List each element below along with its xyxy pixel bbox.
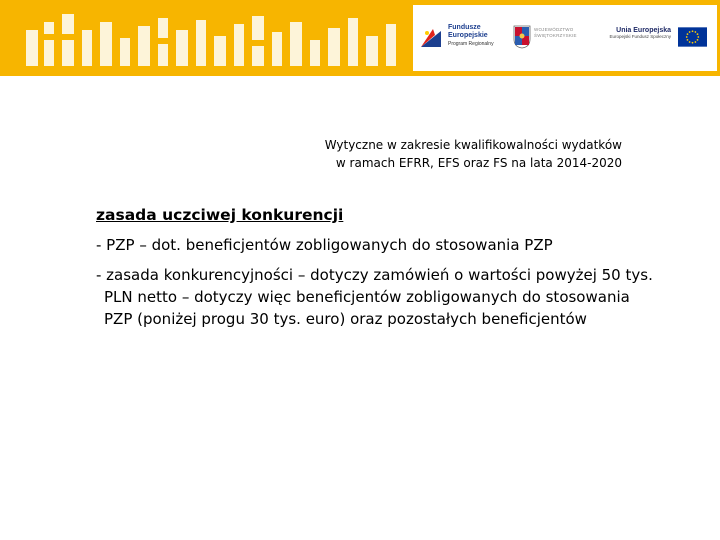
fe-title-line2: Europejskie [448, 32, 488, 39]
wojew-line2: ŚWIĘTOKRZYSKIE [534, 33, 577, 38]
logos-panel [413, 5, 717, 71]
document-title [230, 136, 622, 172]
wojewodztwo-swietokrzyskie-logo [513, 19, 583, 59]
title-line1: Wytyczne w zakresie kwalifikowalności wydatków [324, 138, 622, 152]
title-line2: w ramach EFRR, EFS oraz FS na lata 2014-2020 [335, 156, 622, 170]
section-heading: zasada uczciwej konkurencji [96, 206, 344, 224]
fe-title-line1: Fundusze [448, 24, 481, 31]
fe-subtitle: Program Regionalny [448, 41, 494, 47]
ue-title: Unia Europejska [616, 27, 671, 34]
main-content [96, 206, 656, 338]
list-item: - zasada konkurencyjności – dotyczy zamówień o wartości powyżej 50 tys. PLN netto – dotyczy więc beneficjentów zobligowanych do stosowania PZP (poniżej progu 30 tys. euro) oraz pozostałych beneficjentów [96, 266, 653, 328]
list-item: - PZP – dot. beneficjentów zobligowanych do stosowania PZP [96, 236, 553, 254]
fundusze-europejskie-logo [419, 19, 509, 59]
eu-flag-icon [678, 27, 707, 47]
ue-logo-text [583, 27, 671, 39]
wojew-line1: WOJEWÓDZTWO [534, 27, 574, 32]
coat-of-arms-icon [513, 25, 531, 49]
fe-star-flag-icon [419, 25, 445, 51]
decorative-blocks [0, 0, 410, 76]
top-banner [0, 0, 720, 76]
fe-logo-text [448, 24, 494, 48]
wojew-text [534, 27, 577, 39]
ue-subtitle: Europejski Fundusz Społeczny [609, 34, 671, 39]
